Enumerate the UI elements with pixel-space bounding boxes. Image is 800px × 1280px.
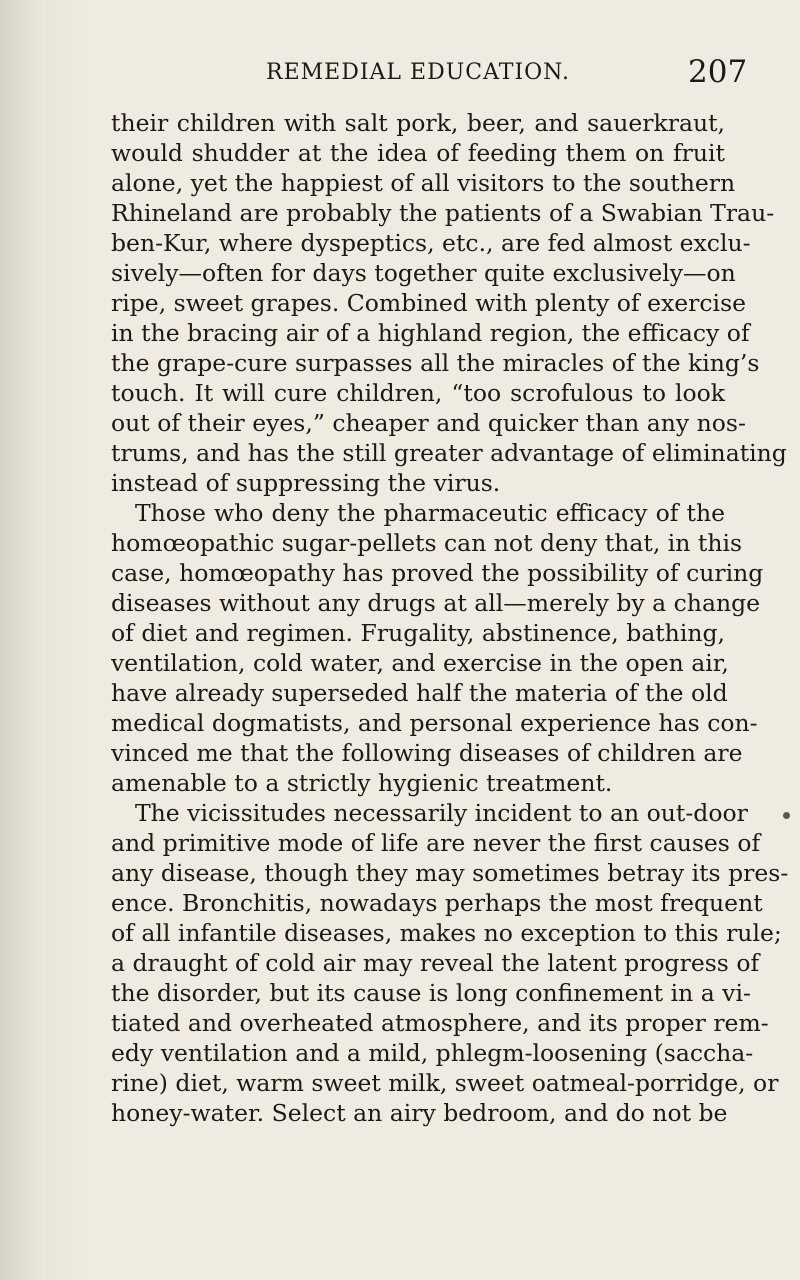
text-line: instead of suppressing the virus. [111,469,501,497]
text-line: sively—often for days together quite exclusively—on [111,259,736,287]
text-line: tiated and overheated atmosphere, and its proper rem- [111,1009,769,1037]
text-line: ence. Bronchitis, nowadays perhaps the most frequent [111,889,763,917]
body-text [111,108,789,1128]
text-line: touch. It will cure children, “too scrofulous to look [111,379,725,407]
text-line: and primitive mode of life are never the first causes of [111,829,761,857]
text-line: homœopathic sugar-pellets can not deny that, in this [111,529,743,557]
text-line: ben-Kur, where dyspeptics, etc., are fed almost exclu- [111,229,751,257]
text-line: ventilation, cold water, and exercise in the open air, [111,649,729,677]
text-line: edy ventilation and a mild, phlegm-loosening (saccha- [111,1039,754,1067]
text-line: amenable to a strictly hygienic treatment. [111,769,613,797]
text-line: rine) diet, warm sweet milk, sweet oatmeal-porridge, or [111,1069,779,1097]
text-line: would shudder at the idea of feeding them on fruit [111,139,725,167]
text-line: of diet and regimen. Frugality, abstinence, bathing, [111,619,725,647]
text-line: ripe, sweet grapes. Combined with plenty of exercise [111,289,747,317]
text-line: alone, yet the happiest of all visitors to the southern [111,169,736,197]
text-line: diseases without any drugs at all—merely by a change [111,589,761,617]
text-line: the grape-cure surpasses all the miracles of the king’s [111,349,760,377]
text-line: The vicissitudes necessarily incident to an out-door [135,799,748,827]
text-line: vinced me that the following diseases of children are [111,739,743,767]
text-line: their children with salt pork, beer, and sauerkraut, [111,109,725,137]
text-line: honey-water. Select an airy bedroom, and do not be [111,1099,728,1127]
text-line: out of their eyes,” cheaper and quicker than any nos- [111,409,746,437]
text-line: medical dogmatists, and personal experience has con- [111,709,758,737]
text-line: case, homœopathy has proved the possibility of curing [111,559,764,587]
text-line: Those who deny the pharmaceutic efficacy of the [135,499,725,527]
running-head [0,56,800,96]
running-title: REMEDIAL EDUCATION. [266,60,571,85]
text-line: in the bracing air of a highland region, the efficacy of [111,319,750,347]
ink-speck [783,812,790,819]
text-line: the disorder, but its cause is long confinement in a vi- [111,979,751,1007]
page-number: 207 [688,54,748,90]
text-line: any disease, though they may sometimes betray its pres- [111,859,789,887]
text-line: a draught of cold air may reveal the latent progress of [111,949,760,977]
text-line: Rhineland are probably the patients of a Swabian Trau- [111,199,775,227]
text-line: of all infantile diseases, makes no exception to this rule; [111,919,782,947]
text-line: trums, and has the still greater advantage of eliminating [111,439,787,467]
text-line: have already superseded half the materia of the old [111,679,728,707]
